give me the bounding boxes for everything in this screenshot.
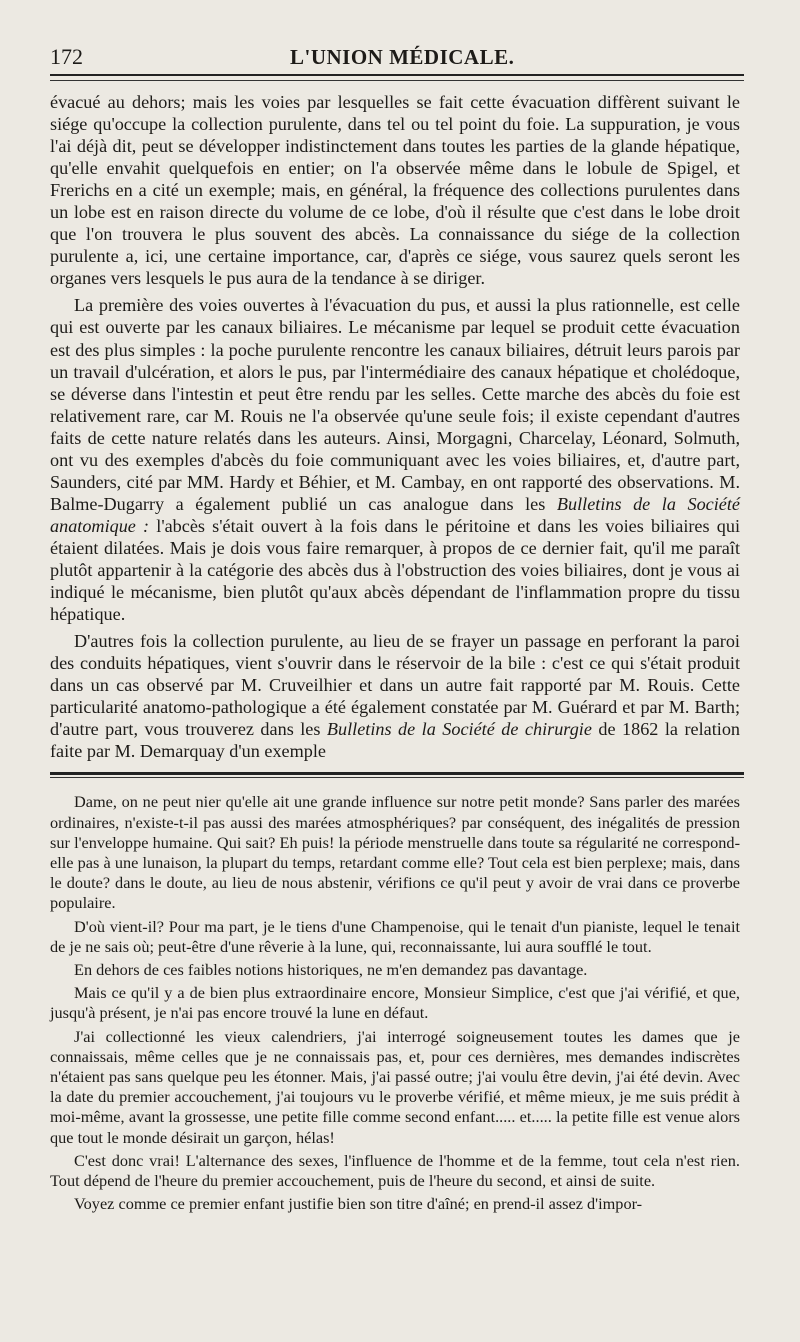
feuilleton-paragraph-5: J'ai collectionné les vieux calendriers, j'ai interrogé soigneusement toutes les dames que je connaissais, même celles que je ne connaissais pas, et, pour ces dernières, mes demandes indiscrètes n'étaient pas sans quelque peu les étonner. Mais, j'ai passé outre; j'ai voulu être devin, j'ai été devin. Avec la date du premier accouchement, j'ai toujours vu le proverbe vérifié, et même mieux, je me suis prédit à moi-même, avant la grossesse, une petite fille comme second enfant..... et..... la petite fille est venue alors que tout le monde désirait un garçon, hélas!: [50, 1026, 740, 1147]
feuilleton-section: [50, 792, 740, 1214]
feuilleton-separator: [50, 772, 744, 778]
separator-thin-rule: [50, 777, 744, 778]
feuilleton-paragraph-6: C'est donc vrai! L'alternance des sexes, l'influence de l'homme et de la femme, tout cela n'est rien. Tout dépend de l'heure du premier accouchement, puis de l'heure du second, et ainsi de suite.: [50, 1150, 740, 1191]
feuilleton-paragraph-3: En dehors de ces faibles notions historiques, ne m'en demandez pas davantage.: [74, 960, 588, 980]
page-number: 172: [50, 44, 83, 69]
header-rule: [50, 80, 744, 81]
article-paragraph-3: [50, 630, 740, 762]
main-article: [50, 91, 740, 762]
article-paragraph-1: évacué au dehors; mais les voies par lesquelles se fait cette évacuation diffèrent suivant le siége qu'occupe la collection purulente, dans tel ou tel point du foie. La suppuration, je vous l'ai déjà dit, peut se développer indistinctement dans toutes les parties de la glande hépatique, qu'elle envahit quelquefois en entier; on l'a observée même dans le lobule de Spigel, et Frerichs en a cité un exemple; mais, en général, la fréquence des collections purulentes dans un lobe est en raison directe du volume de ce lobe, d'où il résulte que c'est dans le lobe droit que l'on trouvera le plus souvent des abcès. La connaissance du siége de la collection purulente a, ici, une certaine importance, car, d'après ce siége, vous saurez quels seront les organes vers lesquels le pus aura de la tendance à se diriger.: [50, 92, 740, 289]
feuilleton-paragraph-2: D'où vient-il? Pour ma part, je le tiens d'une Champenoise, qui le tenait d'un pianiste, lequel le tenait de je ne sais où; peut-être d'une rêverie à la lune, qui, reconnaissante, lui aura soufflé le tout.: [50, 916, 740, 956]
journal-reference-chirurgie: Bulletins de la Société de chirurgie: [326, 719, 592, 740]
feuilleton-paragraph-1: Dame, on ne peut nier qu'elle ait une grande influence sur notre petit monde? Sans parler des marées ordinaires, n'existe-t-il pas aussi des marées atmosphériques? par conséquent, des inégalités de pression sur l'enveloppe humaine. Qui sait? Eh puis! la période menstruelle dans toute sa régularité ne correspond-elle pas à une lunaison, la plupart du temps, retardant comme elle? Tout cela est bien perplexe; mais, dans le doute? dans le doute, au lieu de nous abstenir, vérifions ce qu'il peut y avoir de vrai dans ce proverbe populaire.: [50, 792, 740, 913]
feuilleton-paragraph-4: Mais ce qu'il y a de bien plus extraordinaire encore, Monsieur Simplice, c'est que j'ai vérifié, et que, jusqu'à présent, je n'ai pas encore trouvé la lune en défaut.: [50, 983, 740, 1023]
paragraph-3-text: D'autres fois la collection purulente, au lieu de se frayer un passage en perforant la paroi des conduits hépatiques, vient s'ouvrir dans le réservoir de la bile : c'est ce qui s'était produit dans un cas observé par M. Cruveilhier et dans un autre fait rapporté par M. Rouis. Cette particularité anatomo-pathologique a été également constatée par M. Guérard et par M. Barth; d'autre part, vous trouverez dans les: [50, 631, 740, 740]
separator-thick-rule: [50, 772, 744, 775]
paragraph-2-text: La première des voies ouvertes à l'évacuation du pus, et aussi la plus rationnelle, est celle qui est ouverte par les canaux biliaires. Le mécanisme par lequel se produit cette évacuation est des plus simples : la poche purulente rencontre les canaux biliaires, détruit leurs parois par un travail d'ulcération, et alors le pus, par l'intermédiaire des canaux hépatique et cholédoque, se déverse dans l'intestin et peut être rendu par les selles. Cette marche des abcès du foie est relativement rare, car M. Rouis ne l'a observée qu'une seule fois; il existe cependant d'autres faits de cette nature relatés dans les auteurs. Ainsi, Morgagni, Charcelay, Léonard, Solmuth, ont vu des exemples d'abcès du foie communiquant avec les voies biliaires, et, d'autre part, Saunders, cité par MM. Hardy et Béhier, et M. Cambay, en ont rapporté des observations. M. Balme-Dugarry a également publié un cas analogue dans les: [50, 295, 740, 514]
article-paragraph-2: [50, 294, 740, 625]
paragraph-2-end: l'abcès s'était ouvert à la fois dans le péritoine et dans les voies biliaires qui étaient dilatées. Mais je dois vous faire remarquer, à propos de ce dernier fait, qu'il me paraît plutôt appartenir à la catégorie des abcès dus à l'obstruction des voies biliaires, dont je vous ai indiqué le mécanisme, bien plutôt qu'aux abcès dépendant de l'inflammation propre du tissu hépatique.: [50, 515, 740, 625]
paragraph-3-end: de 1862 la relation faite par M. Demarquay d'un exemple: [50, 719, 741, 762]
journal-reference-anatomique: Bulletins de la Société anatomique :: [50, 493, 741, 536]
running-head: [50, 44, 744, 76]
feuilleton-paragraph-7: Voyez comme ce premier enfant justifie bien son titre d'aîné; en prend-il assez d'impor-: [74, 1194, 643, 1214]
journal-title: L'UNION MÉDICALE.: [290, 45, 515, 69]
